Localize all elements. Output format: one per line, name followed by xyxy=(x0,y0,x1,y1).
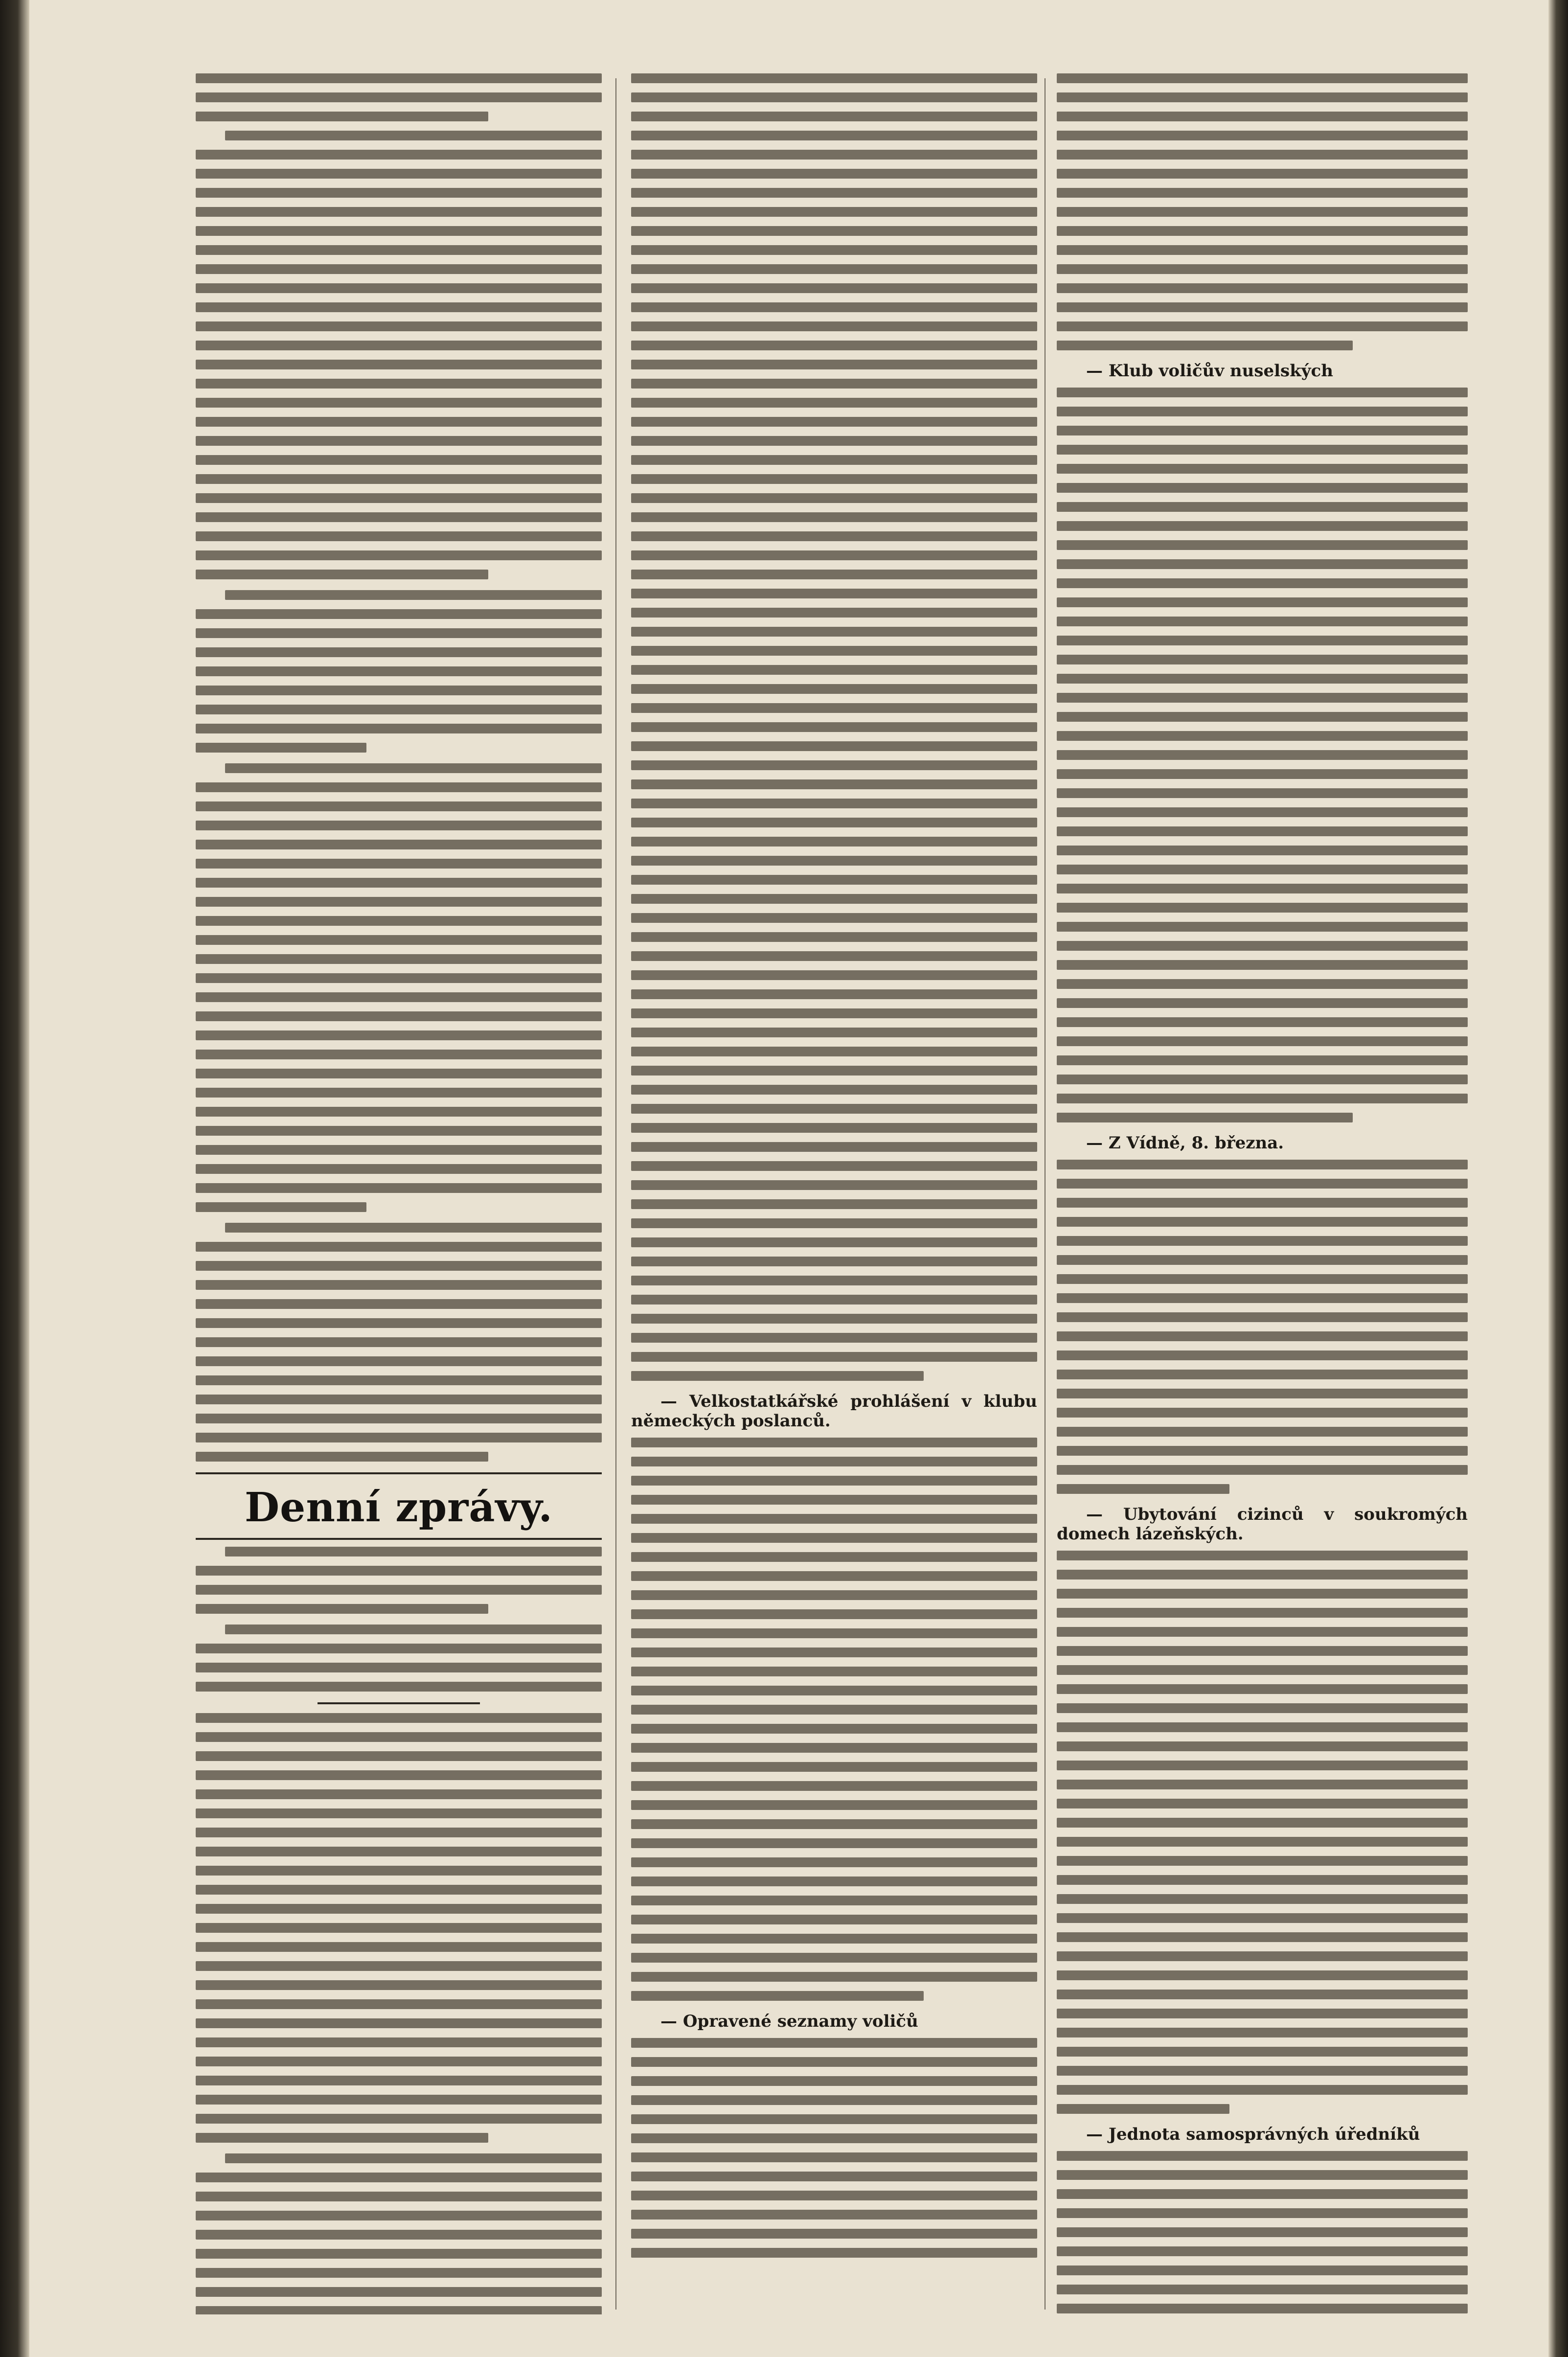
article-text-block xyxy=(1057,1160,1468,1494)
article-text-block xyxy=(196,1223,602,1462)
article-text-block xyxy=(1057,1551,1468,2114)
heading-rule xyxy=(196,1472,602,1474)
article-text-block xyxy=(196,1547,602,1614)
article-text-block xyxy=(196,590,602,753)
column-3 xyxy=(1057,73,1468,2314)
divider xyxy=(318,1702,480,1704)
section-heading: Denní zprávy. xyxy=(245,1484,553,1531)
article-text-block xyxy=(196,1625,602,1692)
article-text-block xyxy=(1057,73,1468,350)
column-1 xyxy=(196,73,602,2314)
article-lead: — Opravené seznamy voličů xyxy=(660,2012,918,2031)
article-lead: — Klub voličův nuselských xyxy=(1086,361,1333,381)
article-text-block xyxy=(1057,2151,1468,2314)
article-text-block xyxy=(631,2038,1037,2258)
article-text-block xyxy=(196,73,602,579)
article-lead: — Ubytování cizinců v soukromých domech lázeňských. xyxy=(1057,1505,1468,1544)
column-rule xyxy=(615,78,616,2310)
article-lead: — Z Vídně, 8. března. xyxy=(1086,1133,1284,1153)
article-text-block xyxy=(196,1713,602,2143)
article-text-block xyxy=(631,73,1037,1381)
scan-left-border xyxy=(0,0,29,2357)
article-text-block xyxy=(631,1438,1037,2001)
article-lead: — Jednota samosprávných úředníků xyxy=(1086,2125,1420,2144)
article-text-block xyxy=(196,2153,602,2314)
scan-right-border xyxy=(1548,0,1568,2357)
article-lead: — Velkostatkářské prohlášení v klubu německých poslanců. xyxy=(631,1392,1037,1431)
heading-rule xyxy=(196,1538,602,1540)
article-text-block xyxy=(196,763,602,1212)
column-2 xyxy=(631,73,1037,2314)
article-text-block xyxy=(1057,388,1468,1122)
